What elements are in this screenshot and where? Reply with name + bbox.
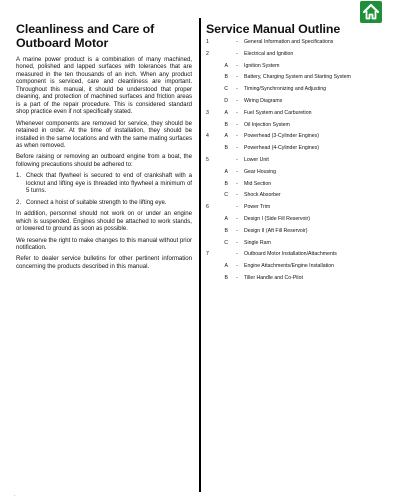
outline-subsection-letter: A [224,168,228,175]
outline-dash: - [236,251,238,258]
column-divider [199,18,201,492]
outline-row[interactable] [206,74,392,80]
outline-subsection-letter: B [224,121,228,128]
outline-title: Service Manual Outline [206,22,341,36]
outline-dash: - [236,263,238,270]
outline-row[interactable] [206,263,392,269]
outline-subsection-letter: B [224,274,228,281]
outline-section-number: 3 [206,109,209,116]
outline-subsection-letter: C [224,192,228,199]
outline-row-text: Ignition System [244,62,280,69]
outline-subsection-letter: A [224,215,228,222]
outline-section-number [206,275,213,281]
outline-row[interactable] [206,228,392,234]
outline-dash: - [236,86,238,93]
outline-section-number [206,240,213,246]
paragraph: We reserve the right to make changes to this manual without prior notification. [16,237,193,251]
outline-dash: - [236,121,238,128]
outline-subsection-letter: A [224,62,228,69]
outline-row[interactable] [206,98,392,104]
outline-subsection-letter [213,39,230,45]
outline-section-number [206,98,213,104]
care-title-line-2: Outboard Motor [16,36,109,50]
outline-row-text: Shock Absorber [244,192,281,199]
outline-dash: - [236,133,238,140]
outline-section-number: 2 [206,50,209,57]
outline-section-number [206,122,213,128]
outline-subsection-letter: B [224,74,228,81]
paragraph: A marine power product is a combination of many machined, honed, polished and lapped surfaces with tolerances that are measured in the ten thousands of an inch. When any product component is serviced, care and cleanliness are important. Throughout this manual, it should be understood that proper cleaning, and protection of machined surfaces and friction areas is a part of the repair procedure. This is considered standard shop practice even if not specifically stated. [16,57,192,116]
outline-dash: - [236,274,238,281]
outline-subsection-letter [213,251,230,257]
precaution-step [16,173,192,195]
outline-row[interactable] [206,63,392,69]
outline-dash: - [236,50,238,57]
outline-row[interactable] [206,240,392,246]
outline-row[interactable] [206,204,392,210]
outline-subsection-letter: A [224,109,228,116]
outline-section-number: 4 [206,133,209,140]
outline-section-number: 1 [206,39,209,45]
paragraph: In addition, personnel should not work on or under an engine which is suspended. Engines should be attached to work stands, or lowered to ground as soon as possible. [16,211,192,233]
outline-subsection-letter: C [224,239,228,246]
outline-row-text: Fuel System and Carburetion [244,109,312,116]
outline-section [206,22,392,287]
outline-dash: - [236,215,238,222]
care-title-line-1: Cleanliness and Care of [16,22,155,36]
outline-section-number [206,181,213,187]
outline-subsection-letter: B [224,227,228,234]
outline-row-text: Electrical and Ignition [244,50,294,57]
outline-row-text: Timing/Synchronizing and Adjusting [244,86,326,93]
outline-section-number [206,192,213,198]
outline-row-text: Powerhead (4-Cylinder Engines) [244,145,319,152]
outline-subsection-letter: C [224,86,228,93]
paragraph: Before raising or removing an outboard engine from a boat, the following precautions should be adhered to: [16,154,192,168]
outline-row[interactable] [206,39,392,45]
outline-section-number [206,263,213,269]
outline-dash: - [236,168,238,175]
outline-dash: - [236,145,238,152]
outline-row[interactable] [206,122,392,128]
outline-row[interactable] [206,169,392,175]
outline-subsection-letter: A [224,133,228,140]
outline-section-number: 6 [206,204,209,211]
outline-dash: - [236,109,238,116]
outline-row-text: Oil Injection System [244,121,290,128]
outline-row-text: General Information and Specifications [244,39,334,45]
outline-row-text: Gear Housing [244,168,277,175]
home-icon [360,1,382,23]
outline-dash: - [236,204,238,211]
outline-row[interactable] [206,133,392,139]
step-number: 1. [16,173,22,180]
outline-dash: - [236,39,238,45]
care-section [16,22,192,275]
precaution-step [16,200,192,207]
outline-dash: - [236,192,238,199]
outline-row[interactable] [206,51,392,57]
outline-dash: - [236,62,238,69]
outline-row[interactable] [206,192,392,198]
outline-row-text: Tiller Handle and Co-Pilot [244,274,303,281]
outline-section-number [206,86,213,92]
outline-row[interactable] [206,145,392,151]
outline-section-number [206,63,213,69]
outline-row-text: Wiring Diagrams [244,97,283,104]
home-button[interactable] [360,1,382,23]
outline-subsection-letter [213,204,230,210]
outline-section-number [206,228,213,234]
outline-row-text: Powerhead (3-Cylinder Engines) [244,133,319,140]
outline-row-text: Mid Section [244,180,272,187]
outline-row-text: Lower Unit [244,156,269,163]
step-text: Check that flywheel is secured to end of crankshaft with a locknut and lifting eye is threaded into flywheel a minimum of 5 turns. [26,173,192,195]
care-section-title [16,22,192,50]
outline-row-text: Power Trim [244,204,271,211]
outline-section-number [206,169,213,175]
outline-section-number [206,145,213,151]
outline-dash: - [236,227,238,234]
outline-section-number: 5 [206,156,209,163]
outline-row[interactable] [206,157,392,163]
outline-row[interactable] [206,251,392,257]
outline-subsection-letter: A [224,263,228,270]
step-number: 2. [16,199,22,206]
outline-section-number [206,74,213,80]
outline-row-text: Single Ram [244,239,271,246]
outline-dash: - [236,74,238,81]
outline-dash: - [236,97,238,104]
paragraph: Whenever components are removed for service, they should be retained in order. At the time of installation, they should be installed in the same locations and with the same mating surfaces as when removed. [16,120,192,149]
outline-list [206,39,392,281]
outline-dash: - [236,239,238,246]
paragraph: Refer to dealer service bulletins for other pertinent information concerning the products described in this manual. [16,256,192,270]
outline-row-text: Design II (Aft Fill Reservoir) [244,227,308,234]
outline-subsection-letter: D [224,97,228,104]
outline-subsection-letter [213,51,230,57]
outline-row[interactable] [206,275,392,281]
step-text: Connect a hoist of suitable strength to the lifting eye. [26,199,167,206]
outline-row[interactable] [206,110,392,116]
outline-dash: - [236,156,238,163]
outline-row[interactable] [206,86,392,92]
outline-section-number: 7 [206,251,209,258]
outline-row-text: Battery, Charging System and Starting System [244,74,351,81]
outline-subsection-letter: B [224,180,228,187]
corner-mark: . [14,492,16,498]
outline-subsection-letter: B [224,145,228,152]
outline-row-text: Engine Attachments/Engine Installation [244,263,334,270]
outline-row-text: Outboard Motor Installation/Attachments [244,251,337,258]
outline-subsection-letter [213,157,230,163]
outline-row-text: Design I (Side Fill Reservoir) [244,215,311,222]
outline-dash: - [236,180,238,187]
outline-section-number [206,216,213,222]
outline-row[interactable] [206,216,392,222]
outline-row[interactable] [206,181,392,187]
